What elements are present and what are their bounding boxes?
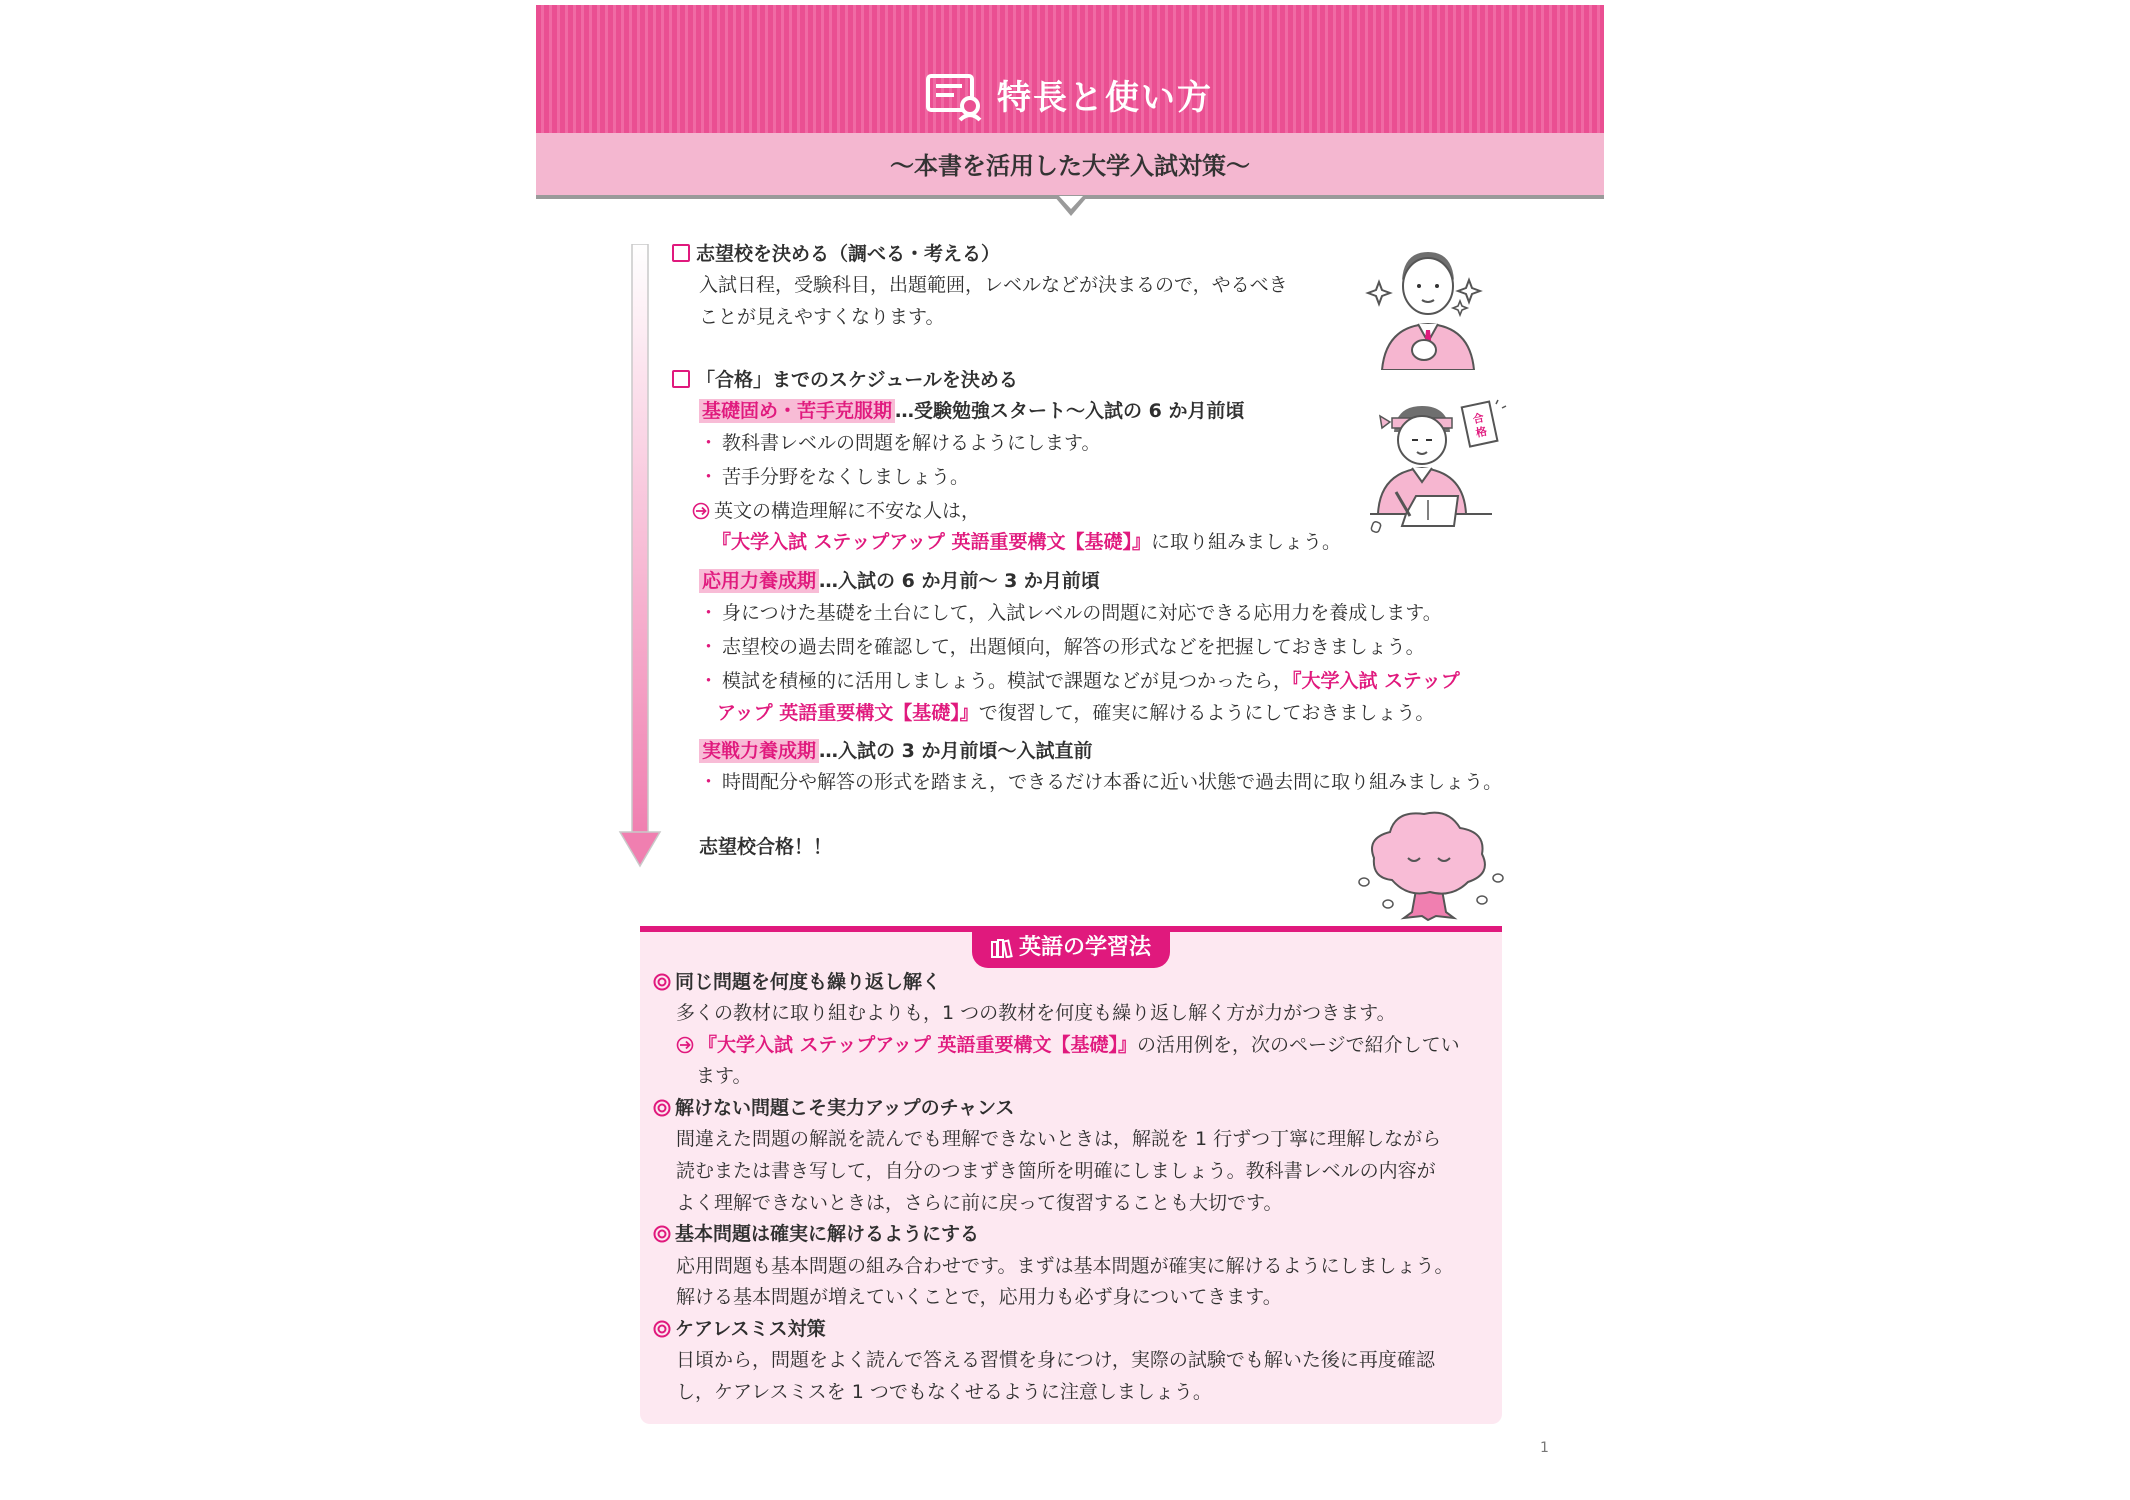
checkbox-icon: [672, 370, 690, 388]
step2-heading: 「合格」までのスケジュールを決める: [672, 368, 1018, 392]
subtitle-band: [536, 133, 1604, 199]
phase2-row: [699, 569, 1100, 593]
phase2-label: 応用力養成期: [699, 569, 819, 593]
study-item-line: 多くの教材に取り組むよりも，1 つの教材を何度も繰り返し解く方が力がつきます。: [676, 1002, 1396, 1024]
study-item-ref: 『大学入試 ステップアップ 英語重要構文【基礎】』の活用例を，次のページで紹介してい: [676, 1033, 1460, 1057]
double-circle-icon: [653, 1225, 671, 1243]
study-item-line: 日頃から，問題をよく読んで答える習慣を身につけ，実際の試験でも解いた後に再度確認: [676, 1349, 1435, 1371]
step1-heading: 志望校を決める（調べる・考える）: [672, 242, 1000, 266]
study-item-heading: ケアレスミス対策: [653, 1317, 826, 1341]
phase3-label: 実戦力養成期: [699, 739, 819, 763]
arrow-circle-icon: [692, 502, 710, 520]
study-item-line: し，ケアレスミスを 1 つでもなくせるように注意しましょう。: [676, 1381, 1212, 1403]
header-notch: [1054, 196, 1088, 218]
bullet-item: ・ 志望校の過去問を確認して，出題傾向，解答の形式などを把握しておきましょう。: [699, 636, 1425, 658]
page-title: 特長と使い方: [997, 78, 1213, 118]
study-item-heading: 解けない問題こそ実力アップのチャンス: [653, 1096, 1015, 1120]
books-icon: [991, 938, 1013, 958]
page-number: 1: [1540, 1440, 1549, 1456]
studying-student-illustration: [1362, 396, 1512, 544]
phase2-period: …入試の 6 か月前～ 3 か月前頃: [819, 570, 1100, 592]
study-item-line: 間違えた問題の解説を読んでも理解できないときは，解説を 1 行ずつ丁寧に理解しながら: [676, 1128, 1442, 1150]
bullet-item: ・ 模試を積極的に活用しましょう。模試で課題などが見つかったら，『大学入試 ステップ: [699, 670, 1460, 692]
phase3-period: …入試の 3 か月前頃～入試直前: [819, 740, 1093, 762]
double-circle-icon: [653, 1099, 671, 1117]
bullet-item: ・ 時間配分や解答の形式を踏まえ，できるだけ本番に近い状態で過去問に取り組みましょう。: [699, 771, 1503, 793]
pass-stamp-char: 合: [1471, 411, 1486, 427]
bullet-item: ・ 教科書レベルの問題を解けるようにします。: [699, 432, 1101, 454]
cherry-tree-illustration: [1352, 808, 1512, 924]
bullet-item-cont: アップ 英語重要構文【基礎】』で復習して，確実に解けるようにしておきましょう。: [717, 702, 1435, 724]
step1-line: ことが見えやすくなります。: [699, 306, 945, 328]
study-item-heading: 基本問題は確実に解けるようにする: [653, 1222, 979, 1246]
pass-stamp-char: 格: [1474, 424, 1489, 440]
bullet-item: ・ 苦手分野をなくしましょう。: [699, 466, 970, 488]
timeline-arrow: [618, 244, 662, 868]
goal-text: 志望校合格！！: [699, 836, 833, 858]
page-subtitle: ～本書を活用した大学入試対策～: [890, 152, 1250, 180]
study-item-line: 読むまたは書き写して，自分のつまずき箇所を明確にしましょう。教科書レベルの内容が: [676, 1160, 1436, 1182]
phase1-book-ref: 『大学入試 ステップアップ 英語重要構文【基礎】』に取り組みましょう。: [712, 531, 1342, 553]
study-item-line: ます。: [696, 1065, 752, 1087]
phase1-row: [699, 399, 1244, 423]
step1-line: 入試日程，受験科目，出題範囲，レベルなどが決まるので，やるべき: [699, 274, 1288, 296]
phase1-note: 英文の構造理解に不安な人は，: [692, 499, 980, 523]
double-circle-icon: [653, 973, 671, 991]
checkbox-icon: [672, 244, 690, 262]
study-item-line: 応用問題も基本問題の組み合わせです。まずは基本問題が確実に解けるようにしましょう。: [676, 1255, 1454, 1277]
phase3-row: [699, 739, 1092, 763]
bullet-item: ・ 身につけた基礎を土台にして，入試レベルの問題に対応できる応用力を養成します。: [699, 602, 1442, 624]
study-method-tab: 英語の学習法: [972, 928, 1170, 968]
double-circle-icon: [653, 1320, 671, 1338]
phase1-label: 基礎固め・苦手克服期: [699, 399, 895, 423]
phase1-period: …受験勉強スタート～入試の 6 か月前頃: [895, 400, 1245, 422]
study-item-line: よく理解できないときは，さらに前に戻って復習することも大切です。: [676, 1192, 1283, 1214]
study-item-line: 解ける基本問題が増えていくことで，応用力も必ず身についてきます。: [676, 1286, 1282, 1308]
student-illustration: [1362, 246, 1490, 370]
arrow-circle-icon: [676, 1036, 694, 1054]
study-item-heading: 同じ問題を何度も繰り返し解く: [653, 970, 941, 994]
